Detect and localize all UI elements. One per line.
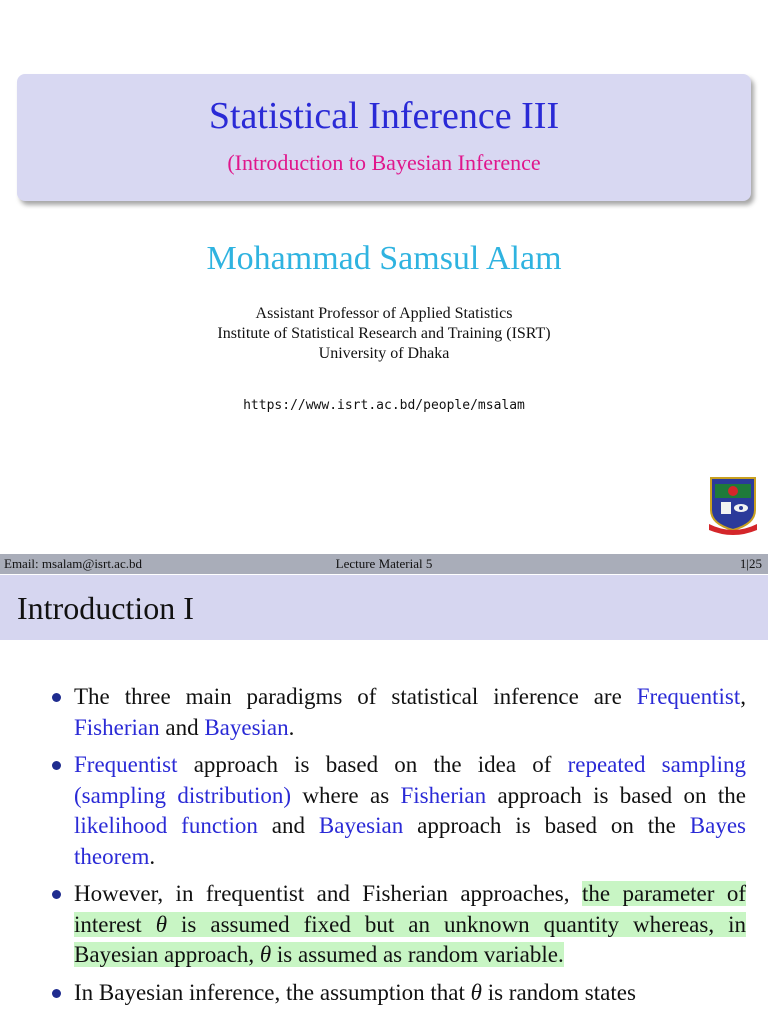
- frame-title: Introduction I: [17, 590, 194, 626]
- bullet-icon: [52, 989, 61, 998]
- list-item: Frequentist approach is based on the idea of repeated sampling (sampling distribution) where as Fisherian approach is based on the likelihood function and Bayesian approach is based on the Bayes theorem.: [50, 750, 746, 872]
- author-position: Assistant Professor of Applied Statistics: [255, 305, 513, 322]
- author-institute: Institute of Statistical Research and Training (ISRT): [217, 325, 551, 342]
- term-repeated-sampling: repeated sampling (sampling distribution): [74, 752, 746, 808]
- presentation-subtitle: (Introduction to Bayesian Inference: [227, 150, 541, 175]
- list-item: However, in frequentist and Fisherian approaches, the parameter of interest θ is assumed fixed but an unknown quantity whereas, in Bayesian approach, θ is assumed as random variable.: [50, 879, 746, 971]
- university-logo-icon: [707, 474, 759, 536]
- footer-page-number: 1|25: [739, 556, 762, 571]
- footer-email: Email: msalam@isrt.ac.bd: [4, 556, 142, 571]
- term-bayesian: Bayesian: [318, 813, 404, 838]
- term-frequentist: Frequentist: [74, 752, 178, 777]
- list-item: The three main paradigms of statistical inference are Frequentist, Fisherian and Bayesian.: [50, 682, 746, 743]
- author-university: University of Dhaka: [318, 345, 450, 362]
- author-url-link[interactable]: https://www.isrt.ac.bd/people/msalam: [243, 398, 525, 413]
- author-name: Mohammad Samsul Alam: [206, 240, 562, 277]
- bullet-icon: [52, 890, 61, 899]
- bullet-icon: [52, 761, 61, 770]
- list-item: In Bayesian inference, the assumption that θ is random states: [50, 978, 746, 1009]
- term-bayes-theorem: Bayes theorem: [74, 813, 747, 869]
- term-fisherian: Fisherian: [74, 714, 160, 740]
- term-fisherian: Fisherian: [400, 782, 487, 808]
- footer-lecture: Lecture Material 5: [335, 556, 433, 571]
- highlighted-text: the parameter of interest θ is assumed fixed but an unknown quantity whereas, in Bayesian approach, θ is assumed as random variable.: [74, 881, 746, 967]
- bullet-icon: [52, 693, 61, 702]
- term-bayesian: Bayesian: [204, 714, 289, 740]
- term-likelihood-function: likelihood function: [74, 813, 258, 838]
- slide-footer: [0, 554, 768, 574]
- slide-content: [50, 682, 746, 1015]
- term-frequentist: Frequentist: [636, 684, 741, 709]
- presentation-title: Statistical Inference III: [208, 95, 560, 137]
